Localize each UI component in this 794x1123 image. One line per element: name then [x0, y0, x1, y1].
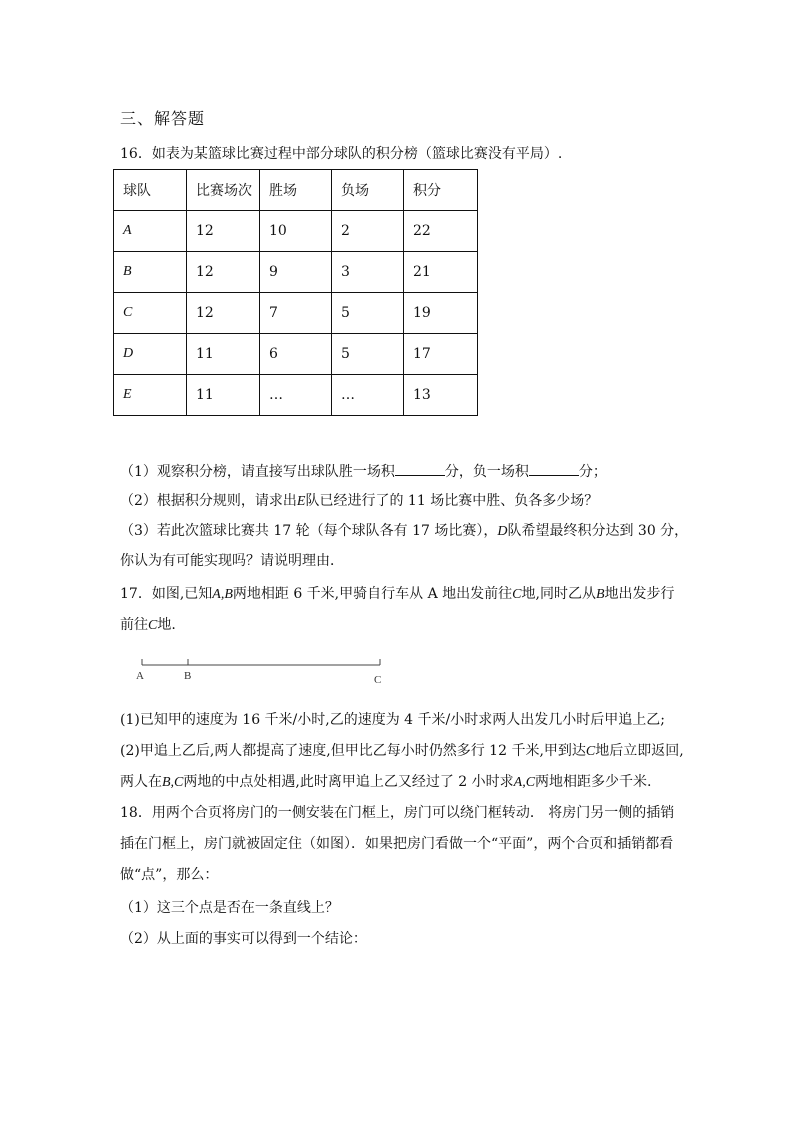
q18-part1: （1）这三个点是否在一条直线上？ [120, 900, 339, 916]
q17-part2-cont [120, 772, 652, 793]
q17-text: 地,同时乙从 [521, 586, 596, 602]
table-cell: 3 [332, 252, 404, 293]
table-cell: 11 [187, 334, 260, 375]
table-row [114, 334, 478, 375]
table-cell: … [332, 375, 404, 416]
table-cell: 22 [404, 211, 478, 252]
team-cell: D [114, 334, 187, 375]
math-variable: A,C [513, 775, 536, 790]
q16-part3-line2: 你认为有可能实现吗？请说明理由． [120, 553, 344, 569]
q16-part2-text: 队已经进行了的 11 场比赛中胜、负各多少场？ [305, 493, 599, 509]
math-variable: B [595, 587, 605, 602]
table-cell: 19 [404, 293, 478, 334]
table-cell: 10 [260, 211, 332, 252]
table-cell: 5 [332, 334, 404, 375]
table-cell: 13 [404, 375, 478, 416]
table-header-row [114, 170, 478, 211]
math-variable: A,B [212, 587, 233, 602]
q17-text: 前往 [120, 617, 148, 633]
table-header-cell: 积分 [404, 170, 478, 211]
answer-blank[interactable] [395, 461, 445, 476]
section-heading: 三、解答题 [120, 109, 206, 128]
q17-text: 地. [157, 617, 176, 633]
table-row [114, 252, 478, 293]
math-variable: C [148, 618, 158, 633]
q17-text: 两地的中点处相遇,此时离甲追上乙又经过了 2 小时求 [183, 774, 514, 790]
math-variable: E [296, 494, 306, 509]
team-cell: A [114, 211, 187, 252]
table-header-cell: 负场 [332, 170, 404, 211]
table-row [114, 293, 478, 334]
table-row [114, 375, 478, 416]
table-cell: 6 [260, 334, 332, 375]
q16-part1-text: 分； [578, 464, 607, 480]
q17-text: 地后立即返回, [595, 743, 684, 759]
q17-text: 两地相距 6 千米,甲骑自行车从 A 地出发前往 [232, 586, 513, 602]
q17-part1: (1)已知甲的速度为 16 千米/小时,乙的速度为 4 千米/小时求两人出发几小时后甲追上乙; [120, 712, 665, 728]
math-variable: C [585, 744, 596, 759]
table-cell: 12 [187, 252, 260, 293]
point-label-a: A [136, 670, 144, 682]
q16-part1-text: （1）观察积分榜，请直接写出球队胜一场积 [120, 464, 395, 480]
table-cell: 9 [260, 252, 332, 293]
team-cell: B [114, 252, 187, 293]
q18-part2: （2）从上面的事实可以得到一个结论： [120, 931, 367, 947]
math-variable: B,C [162, 775, 184, 790]
segment-figure [130, 654, 390, 686]
table-cell: 5 [332, 293, 404, 334]
point-label-c: C [374, 674, 382, 686]
q18-line1: 18．用两个合页将房门的一侧安装在门框上，房门可以绕门框转动． 将房门另一侧的插销 [120, 805, 675, 821]
q16-part3-line1 [120, 521, 688, 542]
q16-part1-text: 分，负一场积 [444, 464, 529, 480]
q17-part2 [120, 741, 684, 762]
team-cell: E [114, 375, 187, 416]
point-label-b: B [184, 670, 192, 682]
table-cell: 21 [404, 252, 478, 293]
answer-blank[interactable] [529, 461, 579, 476]
q16-part3-text: （3）若此次篮球比赛共 17 轮（每个球队各有 17 场比赛）， [120, 523, 498, 539]
q18-line3: 做“点”，那么： [120, 867, 219, 883]
q18-line2: 插在门框上，房门就被固定住（如图）．如果把房门看做一个“平面”，两个合页和插销都看 [120, 836, 674, 852]
q17-text: 两人在 [120, 774, 162, 790]
q17-text: 地出发步行 [604, 586, 675, 602]
table-cell: 7 [260, 293, 332, 334]
table-header-cell: 球队 [114, 170, 187, 211]
q17-text: (2)甲追上乙后,两人都提高了速度,但甲比乙每小时仍然多行 12 千米,甲到达 [120, 743, 586, 759]
math-variable: C [512, 587, 522, 602]
team-cell: C [114, 293, 187, 334]
table-row [114, 211, 478, 252]
table-cell: … [260, 375, 332, 416]
q17-line2 [120, 615, 176, 636]
q17-text: 两地相距多少千米. [535, 774, 652, 790]
table-cell: 17 [404, 334, 478, 375]
math-variable: D [497, 524, 508, 539]
q17-line1 [120, 584, 675, 605]
table-cell: 12 [187, 293, 260, 334]
q16-part3-text: 队希望最终积分达到 30 分， [507, 523, 689, 539]
q17-text: 17．如图,已知 [120, 586, 213, 602]
q16-intro: 16．如表为某篮球比赛过程中部分球队的积分榜（篮球比赛没有平局）. [120, 146, 563, 162]
q16-part1 [120, 461, 607, 482]
table-cell: 2 [332, 211, 404, 252]
table-header-cell: 比赛场次 [187, 170, 260, 211]
table-header-cell: 胜场 [260, 170, 332, 211]
table-cell: 12 [187, 211, 260, 252]
q16-part2-text: （2）根据积分规则，请求出 [120, 493, 297, 509]
q16-part2 [120, 491, 598, 512]
table-cell: 11 [187, 375, 260, 416]
standings-table [113, 169, 478, 416]
